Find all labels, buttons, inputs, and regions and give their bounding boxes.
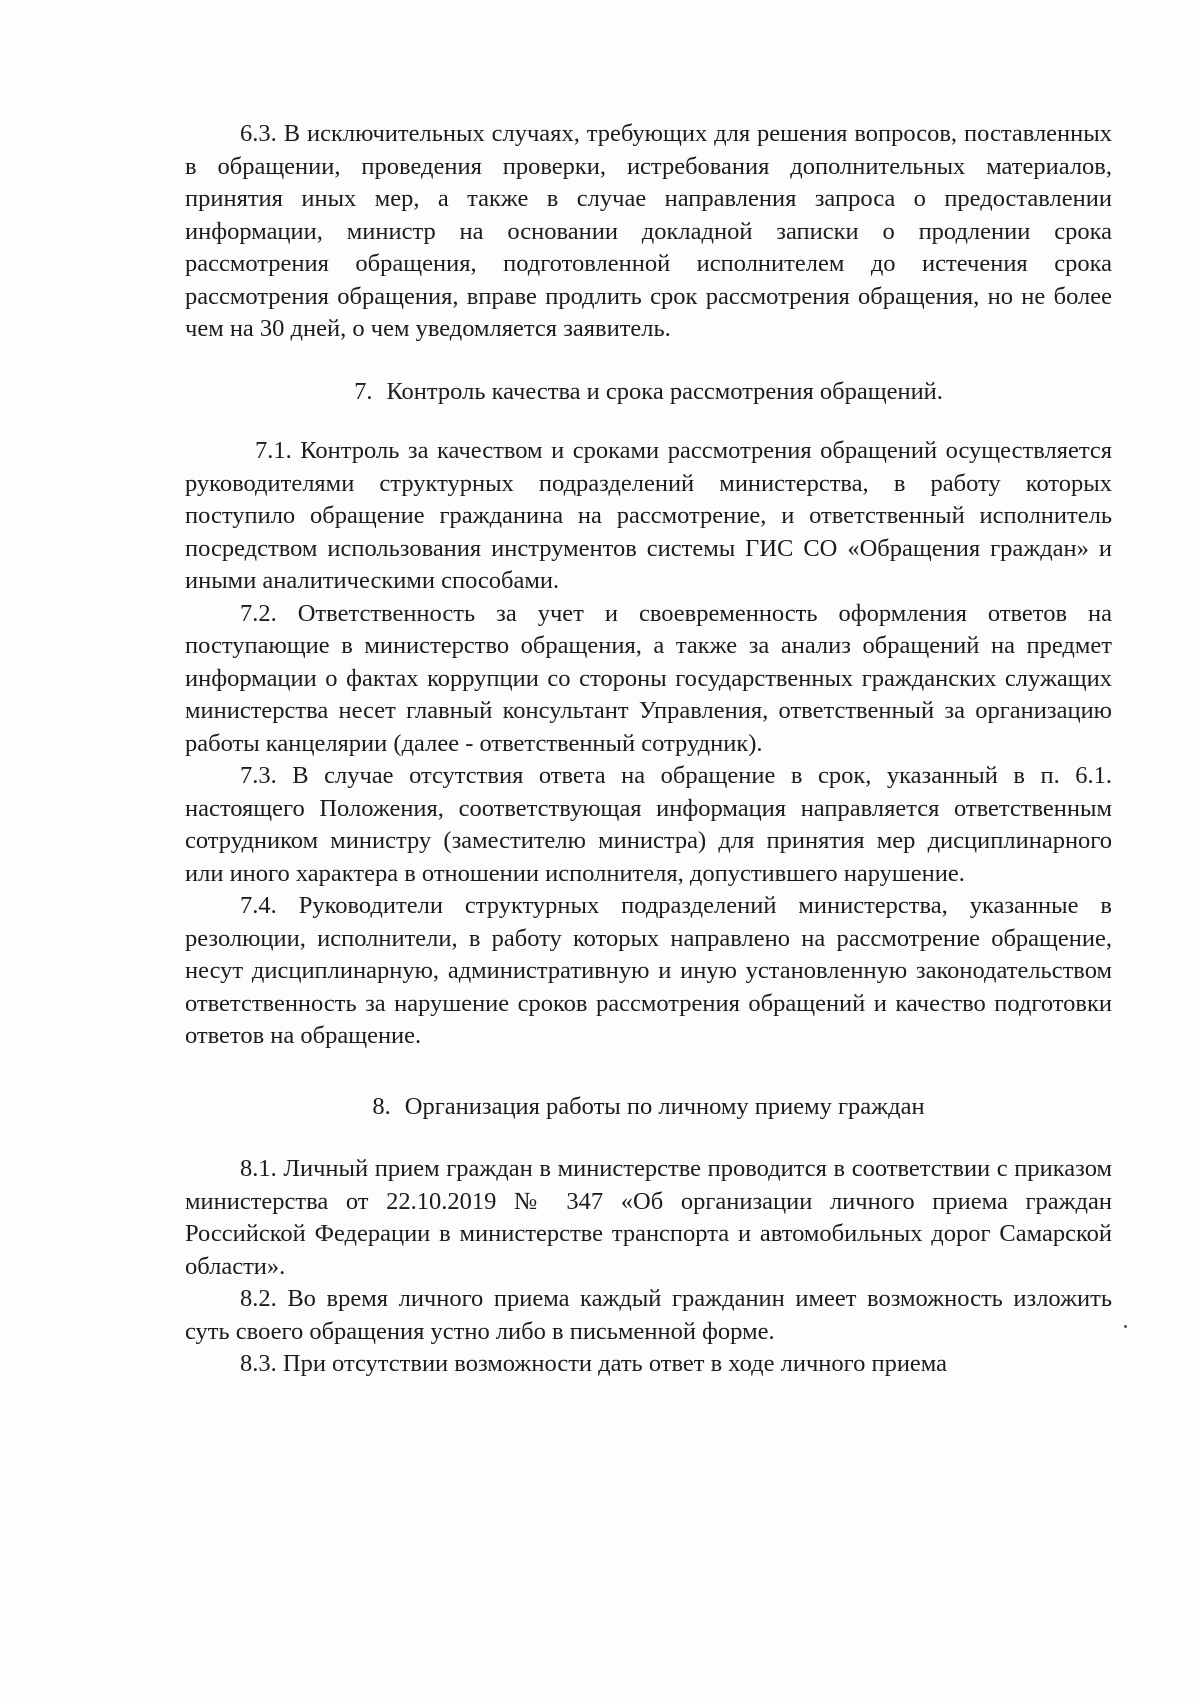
section-8-number: 8. [372, 1092, 391, 1120]
section-7-title: Контроль качества и срока рассмотрения обращений. [386, 377, 943, 405]
section-8-heading [185, 1091, 1112, 1124]
scan-speck [1124, 1325, 1127, 1328]
paragraph-6-3: 6.3. В исключительных случаях, требующих для решения вопросов, поставленных в обращении, проведения проверки, истребования дополнительных материалов, принятия иных мер, а также в случае направления запроса о предоставлении информации, министр на основании докладной записки о продлении срока рассмотрения обращения, подготовленной исполнителем до истечения срока рассмотрения обращения, вправе продлить срок рассмотрения обращения, но не более чем на 30 дней, о чем уведомляется заявитель. [185, 120, 1112, 342]
paragraph-7-1: 7.1. Контроль за качеством и сроками рассмотрения обращений осуществляется руководителями структурных подразделений министерства, в работу которых поступило обращение гражданина на рассмотрение, и ответственный исполнитель посредством использования инструментов системы ГИС СО «Обращения граждан» и иными аналитическими способами. [185, 437, 1112, 594]
paragraph-8-1: 8.1. Личный прием граждан в министерстве проводится в соответствии с приказом министерства от 22.10.2019 № 347 «Об организации личного приема граждан Российской Федерации в министерстве транспорта и автомобильных дорог Самарской области». [185, 1155, 1112, 1280]
section-8-title: Организация работы по личному приему граждан [404, 1092, 925, 1120]
paragraph-8-3: 8.3. При отсутствии возможности дать ответ в ходе личного приема [240, 1350, 948, 1377]
paragraph-7-4: 7.4. Руководители структурных подразделений министерства, указанные в резолюции, исполнители, в работу которых направлено на рассмотрение обращение, несут дисциплинарную, административную и иную установленную законодательством ответственность за нарушение сроков рассмотрения обращений и качество подготовки ответов на обращение. [185, 892, 1112, 1049]
paragraph-8-2: 8.2. Во время личного приема каждый гражданин имеет возможность изложить суть своего обращения устно либо в письменной форме. [185, 1285, 1112, 1345]
section-7-number: 7. [354, 377, 373, 405]
section-7-heading [185, 376, 1112, 409]
document-body [185, 118, 1112, 1381]
paragraph-7-2: 7.2. Ответственность за учет и своевременность оформления ответов на поступающие в министерство обращения, а также за анализ обращений на предмет информации о фактах коррупции со стороны государственных гражданских служащих министерства несет главный консультант Управления, ответственный за организацию работы канцелярии (далее - ответственный сотрудник). [185, 599, 1112, 757]
paragraph-7-3: 7.3. В случае отсутствия ответа на обращение в срок, указанный в п. 6.1. настоящего Положения, соответствующая информация направляется ответственным сотрудником министру (заместителю министра) для принятия мер дисциплинарного или иного характера в отношении исполнителя, допустившего нарушение. [185, 762, 1112, 887]
